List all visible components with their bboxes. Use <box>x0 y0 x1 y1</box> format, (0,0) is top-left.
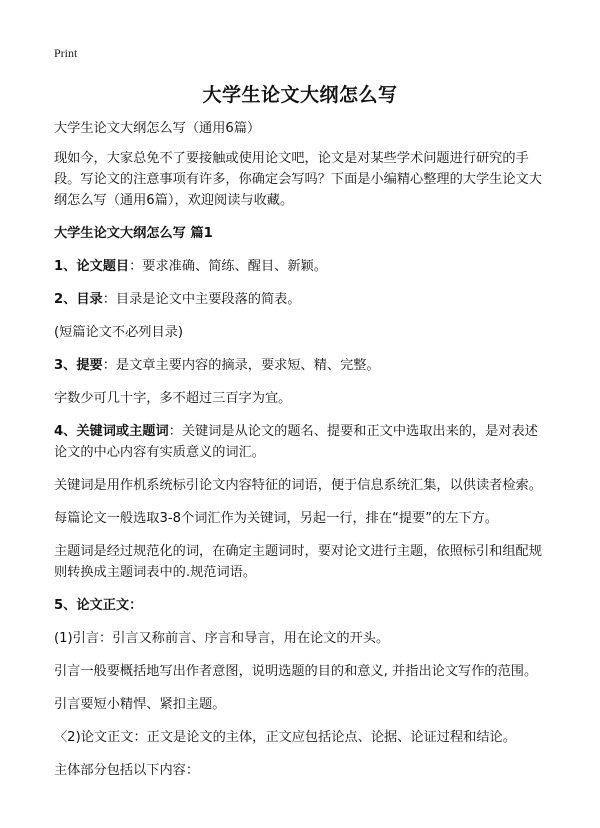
document-subtitle: 大学生论文大纲怎么写（通用6篇） <box>54 121 261 136</box>
item-toc-text: ：目录是论文中主要段落的简表。 <box>102 292 301 307</box>
item-title-label: 1、论文题目 <box>54 259 130 274</box>
item-abstract-text: ：是文章主要内容的摘录，要求短、精、完整。 <box>102 358 380 373</box>
item-body-colon: ： <box>129 598 143 613</box>
introduction-description: 引言一般要概括地写出作者意图，说明选题的目的和意义, 并指出论文写作的范围。 <box>54 664 538 679</box>
item-toc <box>54 289 544 310</box>
item-body <box>54 595 544 616</box>
keywords-count: 每篇论文一般选取3-8个词汇作为关键词，另起一行，排在“提要”的左下方。 <box>54 511 499 526</box>
document-body <box>54 118 544 793</box>
item-abstract <box>54 355 544 376</box>
subject-terms: 主题词是经过规范化的词，在确定主题词时，要对论文进行主题，依照标引和组配规则转换成主题词表中的.规范词语。 <box>54 544 542 580</box>
body-paragraph: 〈2)论文正文：正文是论文的主体，正文应包括论点、论据、论证过程和结论。 <box>54 730 516 745</box>
section-heading: 大学生论文大纲怎么写 篇1 <box>54 226 213 241</box>
intro-paragraph: 现如今，大家总免不了要接触或使用论文吧，论文是对某些学术问题进行研究的手段。写论文的注意事项有许多，你确定会写吗？下面是小编精心整理的大学生论文大纲怎么写（通用6篇），欢迎阅读与收藏。 <box>54 151 542 208</box>
introduction-brevity: 引言要短小精悍、紧扣主题。 <box>54 697 226 712</box>
page-title: 大学生论文大纲怎么写 <box>202 84 398 106</box>
keywords-definition: 关键词是用作机系统标引论文内容特征的词语，便于信息系统汇集，以供读者检索。 <box>54 478 542 493</box>
abstract-length: 字数少可几十字，多不超过三百字为宜。 <box>54 391 292 406</box>
item-title <box>54 256 544 277</box>
item-title-text: ：要求准确、简练、醒目、新颖。 <box>129 259 327 274</box>
short-paper-note: (短篇论文不必列目录) <box>54 325 183 340</box>
item-abstract-label: 3、提要 <box>54 358 103 373</box>
body-parts: 主体部分包括以下内容： <box>54 763 200 778</box>
item-keywords-label: 4、关键词或主题词 <box>54 424 169 439</box>
print-label: Print <box>54 46 78 60</box>
item-toc-label: 2、目录 <box>54 292 103 307</box>
item-keywords <box>54 421 544 463</box>
item-body-label: 5、论文正文 <box>54 598 130 613</box>
introduction-paragraph: (1)引言：引言又称前言、序言和导言，用在论文的开头。 <box>54 631 390 646</box>
item-keywords-text: ：关键词是从论文的题名、提要和正文中选取出来的，是对表述论文的中心内容有实质意义的词汇。 <box>54 424 538 460</box>
